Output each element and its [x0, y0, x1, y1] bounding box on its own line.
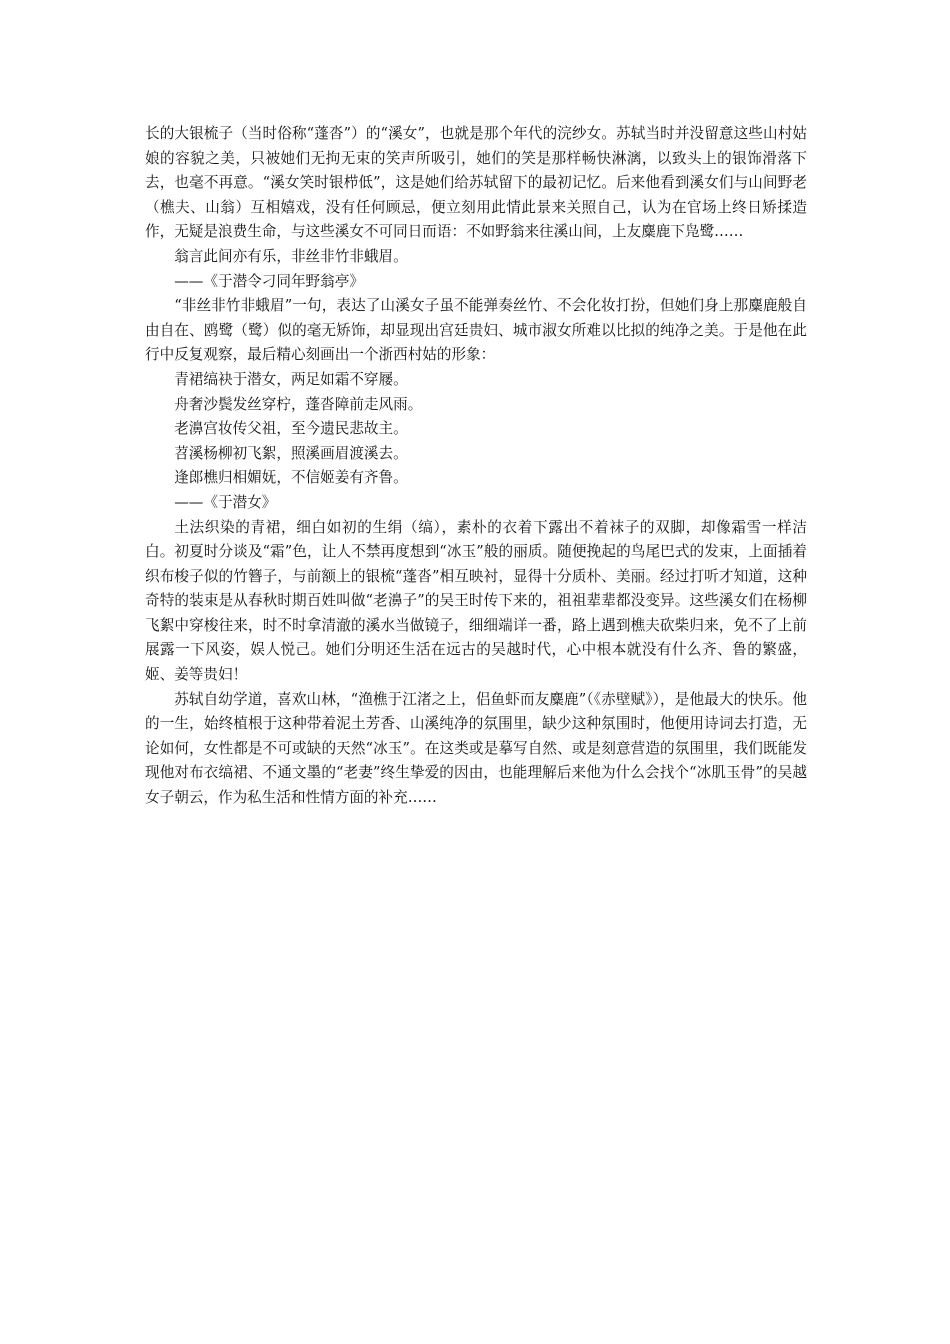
- body-paragraph-2: “非丝非竹非蛾眉”一句，表达了山溪女子虽不能弹奏丝竹、不会化妆打扮，但她们身上那麋鹿般自由自在、鸥鹭（鹭）似的毫无矫饰，却显现出宫廷贵妇、城市淑女所难以比拟的纯净之美。于是他在此行中反复观察，最后精心刻画出一个浙西村姑的形象：: [145, 297, 807, 364]
- body-paragraph-1: 长的大银梳子（当时俗称“蓬沓”）的“溪女”，也就是那个年代的浣纱女。苏轼当时并没留意这些山村姑娘的容貌之美，只被她们无拘无束的笑声所吸引，她们的笑是那样畅快淋漓，以致头上的银饰滑落下去，也毫不再意。“溪女笑时银栉低”，这是她们给苏轼留下的最初记忆。后来他看到溪女们与山间野老（樵夫、山翁）互相嬉戏，没有任何顾忌，便立刻用此情此景来关照自己，认为在官场上终日矫揉造作，无疑是浪费生命，与这些溪女不可同日而语：不如野翁来往溪山间，上友麋鹿下凫鹭……: [145, 125, 807, 241]
- poem-line: 苕溪杨柳初飞絮，照溪画眉渡溪去。: [174, 444, 408, 462]
- body-paragraph-3: 土法织染的青裙，细白如初的生绢（缟），素朴的衣着下露出不着袜子的双脚，却像霜雪一样洁白。初夏时分谈及“霜”色，让人不禁再度想到“冰玉”般的丽质。随便挽起的鸟尾巴式的发束，上面插着织布梭子似的竹簪子，与前额上的银梳“蓬沓”相互映衬，显得十分质朴、美丽。经过打听才知道，这种奇特的装束是从春秋时期百姓叫做“老濞子”的吴王时传下来的，祖祖辈辈都没变异。这些溪女们在杨柳飞絮中穿梭往来，时不时拿清澈的溪水当做镜子，细细端详一番，路上遇到樵夫砍柴归来，免不了上前展露一下风姿，娱人悦己。她们分明还生活在远古的吴越时代，心中根本就没有什么齐、鲁的繁盛，姬、姜等贵妇！: [145, 518, 807, 684]
- body-paragraph-4: 苏轼自幼学道，喜欢山林，“渔樵于江渚之上，侣鱼虾而友麋鹿”（《赤壁赋》），是他最大的快乐。他的一生，始终植根于这种带着泥土芳香、山溪纯净的氛围里，缺少这种氛围时，他便用诗词去打造，无论如何，女性都是不可或缺的天然“冰玉”。在这类或是摹写自然、或是刻意营造的氛围里，我们既能发现他对布衣缟裙、不通文墨的“老妻”终生挚爱的因由，也能理解后来他为什么会找个“冰肌玉骨”的吴越女子朝云，作为私生活和性情方面的补充……: [145, 690, 807, 807]
- document-page: [145, 122, 807, 811]
- poem-line: 逢郎樵归相媚妩，不信姬姜有齐鲁。: [174, 469, 408, 487]
- poem-line: 翁言此间亦有乐，非丝非竹非蛾眉。: [174, 247, 408, 265]
- poem-line: 青裙缟袂于潜女，两足如霜不穿屦。: [174, 370, 408, 388]
- poem-line: 老濞宫妆传父祖，至今遗民悲故主。: [174, 420, 408, 438]
- poem-line: 舟奢沙鬓发丝穿柠，蓬沓障前走风雨。: [174, 395, 423, 413]
- poem-source: ——《于潜令刁同年野翁亭》: [174, 272, 364, 290]
- poem-source: ——《于潜女》: [174, 493, 277, 511]
